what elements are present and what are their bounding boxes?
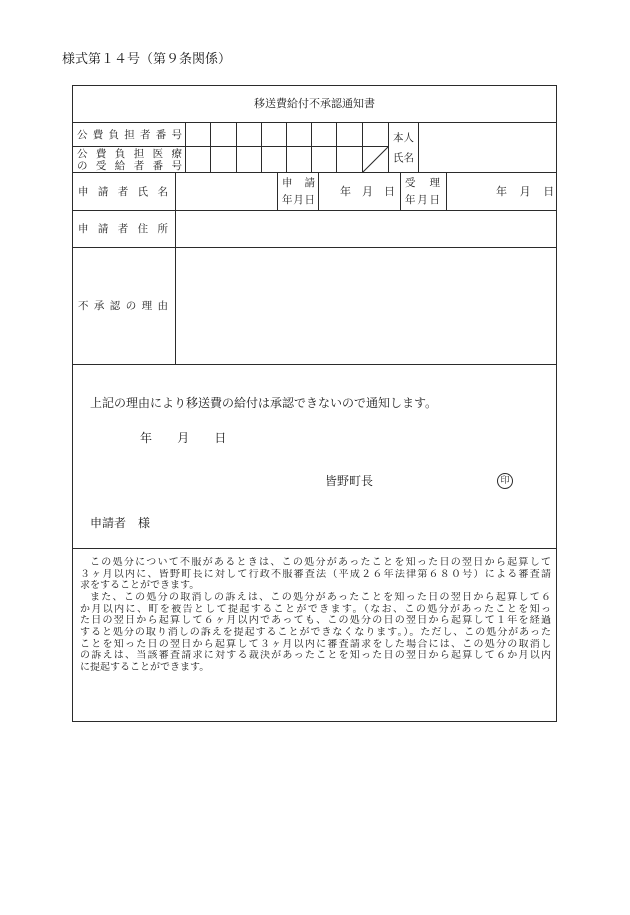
patient-name-cell [418, 122, 557, 173]
applicant-address-label: 申請者住所 [78, 223, 168, 235]
application-date-cell [318, 172, 401, 211]
recipient-number-label-line: 公費負担医療 [77, 147, 182, 160]
form-title: 移送費給付不承認通知書 [254, 97, 375, 110]
recipient-number-label-line: の受給者番号 [77, 159, 182, 172]
notes-line: また、この処分の取消しの訴えは、この処分があったことを知った日の翌日から起算して６ [90, 591, 551, 603]
burden-number-digit-cell [236, 122, 262, 147]
burden-number-digit-cell [210, 122, 237, 147]
appeal-notes [80, 557, 551, 674]
recipient-number-digit-cell [185, 146, 211, 173]
receipt-date-label-cell [400, 172, 447, 211]
patient-name-label-line: 本人 [393, 131, 414, 144]
application-date-label-line: 年月日 [282, 193, 315, 206]
receipt-date-cell [446, 172, 557, 211]
recipient-number-digit-cell [286, 146, 312, 173]
form-number: 様式第１４号（第９条関係） [62, 52, 232, 67]
notice-message: 上記の理由により移送費の給付は承認できないので通知します。 [90, 396, 438, 410]
patient-name-label-line: 氏名 [393, 151, 414, 164]
notes-section [72, 548, 557, 722]
notes-line: 求をすることができます。 [80, 580, 200, 592]
burden-number-digit-cell [261, 122, 287, 147]
reason-cell [175, 247, 557, 365]
application-date-label-cell [277, 172, 319, 211]
notice-date: 年 月 日 [140, 431, 227, 445]
notes-line: この処分について不服があるときは、この処分があったことを知った日の翌日から起算して [90, 557, 551, 568]
application-date-value: 年 月 日 [340, 185, 395, 198]
notes-line: の訴えは、当該審査請求に対する裁決があったことを知った日の翌日から起算して６か月以内 [80, 650, 551, 662]
recipient-number-digit-cell [236, 146, 262, 173]
burden-number-digit-cell [185, 122, 211, 147]
receipt-date-label-line: 年月日 [405, 193, 440, 206]
burden-number-digit-cell [311, 122, 337, 147]
recipient-number-digit-cell [210, 146, 237, 173]
seal-mark [497, 473, 513, 489]
burden-number-digit-cell [336, 122, 363, 147]
notes-line: に提起することができます。 [80, 661, 210, 673]
patient-name-label-cell [388, 122, 419, 173]
diagonal-slash-line [362, 146, 389, 173]
reason-label-cell [72, 247, 176, 365]
applicant-name-cell [175, 172, 278, 211]
applicant-address-cell [175, 210, 557, 248]
notes-line: か月以内に、町を被告として提起することができます。（なお、この処分があったことを知っ [80, 603, 551, 615]
recipient-number-slashed-cell [362, 146, 389, 173]
issuer-name: 皆野町長 [325, 474, 374, 488]
burden-number-digit-cell [362, 122, 389, 147]
recipient-number-digit-cell [311, 146, 337, 173]
notes-line: た日の翌日から起算して６ヶ月以内であっても、この処分の日の翌日から起算して１年を経過 [80, 615, 551, 627]
receipt-date-label-line: 受理 [405, 176, 440, 189]
burden-number-label: 公費負担者番号 [77, 128, 182, 141]
recipient-number-digit-cell [261, 146, 287, 173]
notes-line: ３ヶ月以内に、皆野町長に対して行政不服審査法（平成２６年法律第６８０号）による審査請 [80, 568, 551, 580]
notice-section [72, 364, 557, 549]
seal-mark-text: 印 [500, 476, 510, 486]
applicant-name-label-cell [72, 172, 176, 211]
receipt-date-value: 年 月 日 [496, 185, 555, 198]
addressee: 申請者 様 [90, 516, 151, 530]
applicant-name-label: 申請者氏名 [78, 185, 168, 198]
recipient-number-label-cell [72, 146, 186, 173]
burden-number-label-cell [72, 122, 186, 147]
title-cell [72, 85, 557, 123]
applicant-address-label-cell [72, 210, 176, 248]
recipient-number-digit-cell [336, 146, 363, 173]
notes-line: すると処分の取り消しの訴えを提起することができなくなります。）。ただし、この処分があった [80, 626, 551, 638]
application-date-label-line: 申請 [282, 176, 315, 189]
notes-line: ことを知った日の翌日から起算して３ヶ月以内に審査請求をした場合には、この処分の取消し [80, 638, 551, 650]
reason-label: 不承認の理由 [78, 300, 168, 312]
burden-number-digit-cell [286, 122, 312, 147]
